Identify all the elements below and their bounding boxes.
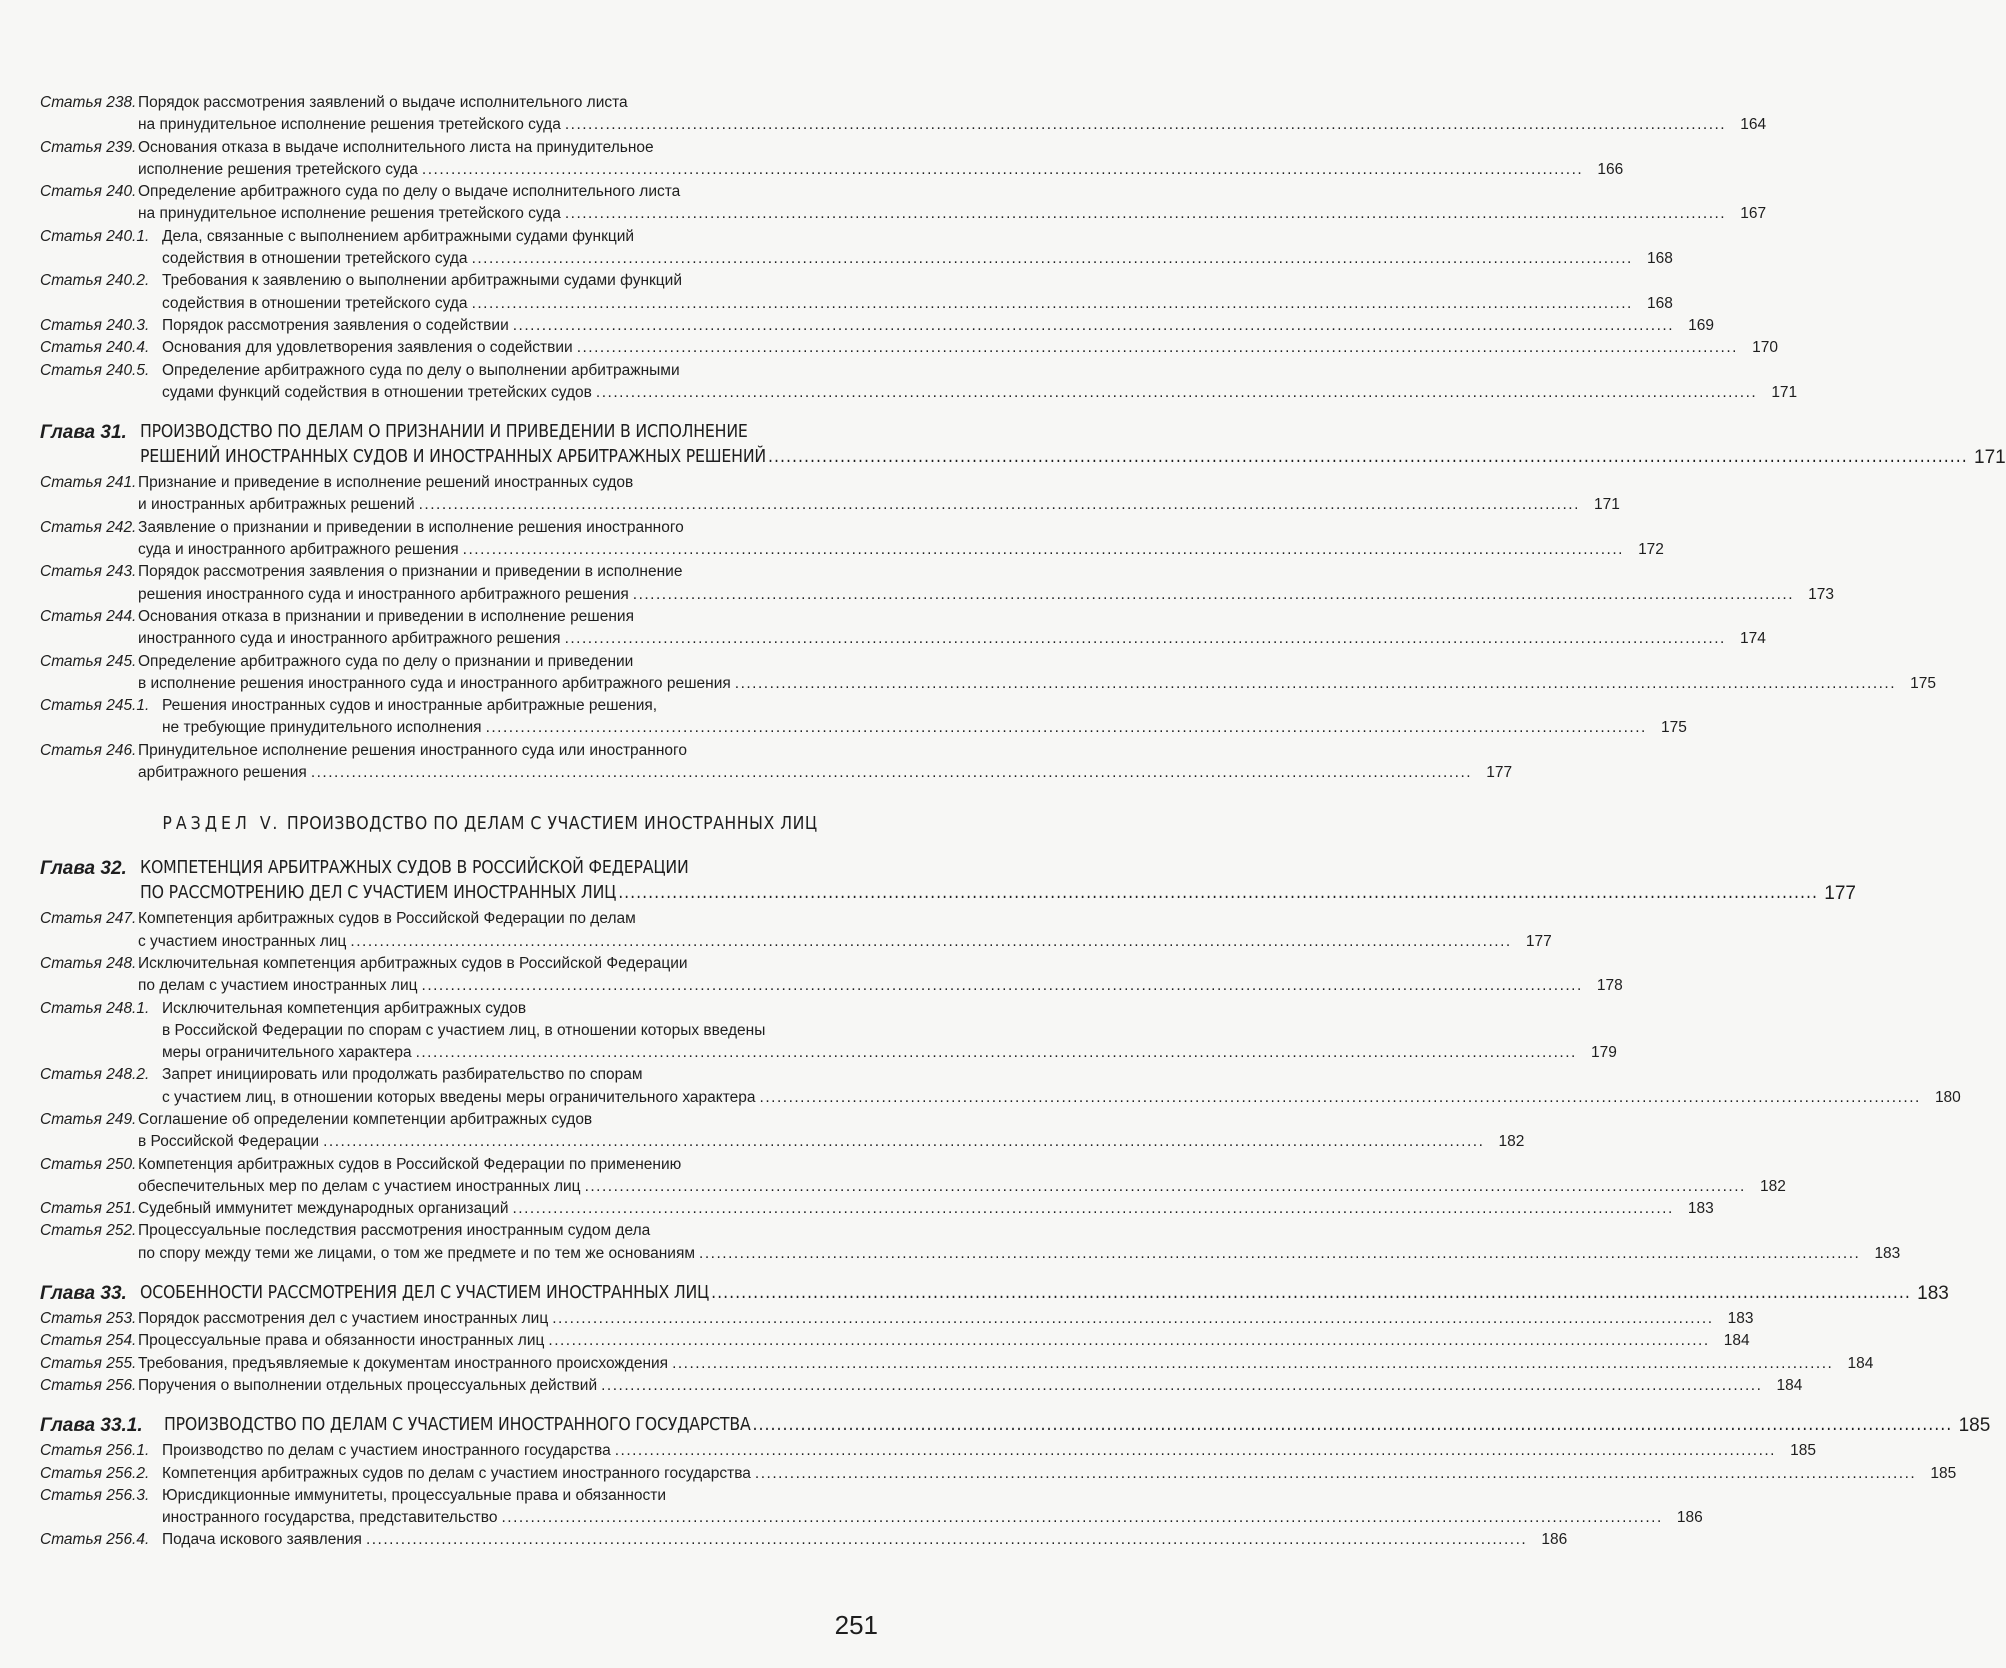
page-ref: 185 (1790, 1442, 1816, 1460)
page-ref: 168 (1646, 294, 1673, 312)
title-line: Соглашение об определении компетенции арбитражных судов (138, 1110, 593, 1128)
dot-leader: ........................................................................................................................................................................................................ (365, 1531, 1528, 1549)
page-ref: 183 (1917, 1283, 1949, 1305)
dot-leader: ........................................................................................................................................................................................................ (471, 250, 1633, 268)
title-line: Юрисдикционные иммунитеты, процессуальные права и обязанности (162, 1486, 667, 1504)
dot-leader: ........................................................................................................................................................................................................ (595, 383, 1758, 401)
toc-entry (40, 1529, 1568, 1551)
section-prefix: РАЗДЕЛ V. (162, 814, 282, 835)
article-title (162, 1463, 1920, 1485)
article-title (138, 561, 1798, 606)
title-line: Заявление о признании и приведении в исполнение решения иностранного (138, 518, 684, 536)
title-line-text: с участием иностранных лиц (138, 932, 347, 950)
dot-leader: ........................................................................................................................................................................................................ (471, 294, 1633, 312)
title-line (140, 445, 1970, 470)
title-line-text: на принудительное исполнение решения третейского суда (138, 116, 561, 134)
toc-entry (40, 226, 1673, 271)
toc-entry (40, 1154, 1786, 1199)
dot-leader: ........................................................................................................................................................................................................ (767, 447, 1968, 468)
article-label: Статья 240.5. (40, 361, 150, 379)
title-line (138, 628, 1730, 650)
article-title (162, 695, 1651, 740)
article-label: Статья 256.3. (40, 1486, 150, 1504)
article-title (138, 606, 1730, 651)
title-line-text: исполнение решения третейского суда (138, 160, 418, 178)
page-ref: 182 (1498, 1133, 1525, 1151)
title-line (138, 1243, 1864, 1265)
article-label: Статья 252. (40, 1222, 137, 1240)
title-line-text: в исполнение решения иностранного суда и иностранного арбитражного решения (138, 674, 731, 692)
title-line (138, 1330, 1714, 1352)
title-line: Компетенция арбитражных судов в Российской Федерации по делам (138, 910, 636, 928)
title-line (138, 159, 1587, 181)
dot-leader: ........................................................................................................................................................................................................ (512, 316, 1675, 334)
toc-entry (40, 651, 1937, 696)
title-line (162, 1087, 1925, 1109)
chapter-row (40, 856, 1856, 906)
toc-entry (40, 472, 1620, 517)
dot-leader: ........................................................................................................................................................................................................ (601, 1376, 1763, 1394)
title-line (138, 975, 1587, 997)
chapter-33-heading (40, 1281, 1949, 1306)
title-line (138, 673, 1900, 695)
dot-leader: ........................................................................................................................................................................................................ (552, 1310, 1714, 1328)
title-line-text: арбитражного решения (138, 764, 307, 782)
title-line: Дела, связанные с выполнением арбитражными судами функций (162, 227, 635, 245)
dot-leader: ........................................................................................................................................................................................................ (548, 1332, 1710, 1350)
toc-entry (40, 315, 1715, 337)
article-label: Статья 244. (40, 607, 137, 625)
page-ref: 184 (1723, 1332, 1750, 1350)
dot-leader: ........................................................................................................................................................................................................ (485, 719, 1647, 737)
toc-entry (40, 181, 1767, 226)
toc-entry (40, 1353, 1874, 1375)
title-line: Порядок рассмотрения заявлений о выдаче исполнительного листа (138, 94, 628, 111)
chapter-title (140, 856, 1820, 906)
article-title (138, 1109, 1488, 1154)
toc-block-ch31-articles (40, 472, 1937, 784)
article-label: Статья 240. (40, 183, 137, 201)
article-label: Статья 246. (40, 741, 137, 759)
title-line-text: судами функций содействия в отношении третейских судов (162, 383, 592, 401)
toc-entry (40, 998, 1617, 1065)
toc-block-ch33-articles (40, 1308, 1874, 1397)
article-title (138, 92, 1730, 137)
title-line-text: ПО РАССМОТРЕНИЮ ДЕЛ С УЧАСТИЕМ ИНОСТРАННЫХ ЛИЦ (140, 883, 617, 904)
title-line-text: не требующие принудительного исполнения (162, 719, 482, 737)
article-label: Статья 256.4. (40, 1531, 150, 1549)
article-title (138, 908, 1516, 953)
dot-leader: ........................................................................................................................................................................................................ (512, 1200, 1674, 1218)
page-ref: 175 (1910, 674, 1937, 692)
article-label: Статья 248.1. (40, 999, 150, 1017)
title-line (138, 494, 1584, 516)
dot-leader: ........................................................................................................................................................................................................ (614, 1442, 1776, 1460)
title-line (162, 293, 1637, 315)
page-ref: 173 (1808, 585, 1835, 603)
title-line: Принудительное исполнение решения иностранного суда или иностранного (138, 741, 687, 759)
article-title (138, 1198, 1678, 1220)
article-title (162, 226, 1637, 271)
chapter-title (140, 1281, 1913, 1306)
title-line-text: содействия в отношении третейского суда (162, 250, 468, 268)
article-title (138, 953, 1587, 998)
article-title (138, 472, 1584, 517)
title-line: Основания отказа в признании и приведении в исполнение решения (138, 607, 634, 625)
title-line-text: Производство по делам с участием иностранного государства (162, 1442, 611, 1460)
article-label: Статья 256.2. (40, 1464, 150, 1482)
chapter-label: Глава 31. (40, 422, 127, 444)
page-ref: 164 (1740, 116, 1767, 134)
title-line (162, 717, 1651, 739)
page-ref: 183 (1687, 1200, 1714, 1218)
toc-block-ch30-articles (40, 92, 1798, 404)
toc-entry (40, 1198, 1714, 1220)
title-line: Исключительная компетенция арбитражных судов в Российской Федерации (138, 954, 688, 972)
page-ref: 184 (1776, 1376, 1803, 1394)
article-title (162, 270, 1637, 315)
title-line (162, 248, 1637, 270)
title-line-text: по спору между теми же лицами, о том же предмете и по тем же основаниям (138, 1244, 696, 1262)
article-label: Статья 245.1. (40, 697, 150, 715)
dot-leader: ........................................................................................................................................................................................................ (672, 1354, 1834, 1372)
title-line-text: Процессуальные права и обязанности иностранных лиц (138, 1332, 545, 1350)
title-line-text: с участием лиц, в отношении которых введены меры ограничительного характера (162, 1088, 756, 1106)
page-ref: 177 (1486, 764, 1513, 782)
title-line (138, 1176, 1750, 1198)
title-line (138, 1198, 1678, 1220)
title-line-text: иностранного государства, представительство (162, 1509, 498, 1527)
toc-entry (40, 270, 1673, 315)
title-line (138, 931, 1516, 953)
title-line: КОМПЕТЕНЦИЯ АРБИТРАЖНЫХ СУДОВ В РОССИЙСКОЙ ФЕДЕРАЦИИ (140, 858, 689, 879)
title-line-text: Основания для удовлетворения заявления о содействии (162, 339, 573, 357)
toc-entry (40, 137, 1624, 182)
title-line (162, 1463, 1920, 1485)
toc-block-ch32-articles (40, 908, 1961, 1265)
chapter-33-1-heading (40, 1413, 1991, 1438)
title-line (138, 203, 1730, 225)
title-line: в Российской Федерации по спорам с участием лиц, в отношении которых введены (162, 1021, 766, 1039)
dot-leader: ........................................................................................................................................................................................................ (310, 764, 1473, 782)
article-title (138, 1375, 1766, 1397)
title-line-text: Судебный иммунитет международных организаций (138, 1200, 509, 1218)
article-label: Статья 249. (40, 1110, 137, 1128)
title-line: Компетенция арбитражных судов в Российской Федерации по применению (138, 1155, 682, 1173)
page-ref: 182 (1759, 1177, 1786, 1195)
toc-entry (40, 1375, 1803, 1397)
article-title (162, 998, 1581, 1065)
title-line-text: ПРОИЗВОДСТВО ПО ДЕЛАМ С УЧАСТИЕМ ИНОСТРАННОГО ГОСУДАРСТВА (164, 1415, 751, 1436)
page-ref: 179 (1590, 1044, 1617, 1062)
title-line (162, 1529, 1531, 1551)
chapter-31-heading (40, 420, 2006, 470)
title-line: Исключительная компетенция арбитражных судов (162, 999, 527, 1017)
article-title (162, 1440, 1780, 1462)
page-ref: 169 (1688, 316, 1715, 334)
chapter-label: Глава 33. (40, 1283, 127, 1305)
dot-leader: ........................................................................................................................................................................................................ (462, 541, 1624, 559)
article-label: Статья 240.3. (40, 316, 150, 334)
title-line-text: РЕШЕНИЙ ИНОСТРАННЫХ СУДОВ И ИНОСТРАННЫХ АРБИТРАЖНЫХ РЕШЕНИЙ (140, 447, 766, 468)
title-line-text: Компетенция арбитражных судов по делам с участием иностранного государства (162, 1464, 751, 1482)
page-ref: 171 (1594, 496, 1620, 514)
page-ref: 170 (1752, 339, 1778, 357)
title-line (138, 1131, 1488, 1153)
article-label: Статья 254. (40, 1332, 137, 1350)
article-title (138, 181, 1730, 226)
toc-entry (40, 1109, 1525, 1154)
title-line (138, 762, 1476, 784)
dot-leader: ........................................................................................................................................................................................................ (323, 1133, 1485, 1151)
page-ref: 177 (1824, 883, 1856, 905)
page-ref: 183 (1727, 1310, 1754, 1328)
title-line: Определение арбитражного суда по делу о признании и приведении (138, 652, 634, 670)
title-line (162, 315, 1678, 337)
toc-entry (40, 740, 1513, 785)
chapter-row (40, 420, 2006, 470)
chapter-label: Глава 33.1. (40, 1415, 143, 1437)
page-ref: 178 (1596, 977, 1623, 995)
title-line-text: суда и иностранного арбитражного решения (138, 541, 459, 559)
toc-entry (40, 606, 1766, 651)
title-line-text: по делам с участием иностранных лиц (138, 977, 418, 995)
toc-entry (40, 1220, 1901, 1265)
article-label: Статья 251. (40, 1200, 137, 1218)
title-line-text: Порядок рассмотрения дел с участием иностранных лиц (138, 1310, 549, 1328)
toc-entry (40, 1308, 1754, 1330)
title-line: Процессуальные последствия рассмотрения иностранным судом дела (138, 1222, 651, 1240)
dot-leader: ........................................................................................................................................................................................................ (421, 977, 1583, 995)
chapter-row (40, 1281, 1949, 1306)
page-ref: 172 (1638, 541, 1664, 559)
page-ref: 171 (1771, 383, 1798, 401)
title-line (138, 114, 1730, 136)
title-line-text: иностранного суда и иностранного арбитражного решения (138, 630, 561, 648)
dot-leader: ........................................................................................................................................................................................................ (699, 1244, 1861, 1262)
page-ref: 184 (1847, 1354, 1874, 1372)
title-line-text: и иностранных арбитражных решений (138, 496, 415, 514)
article-title (162, 337, 1742, 359)
title-line (138, 584, 1798, 606)
title-line (138, 1308, 1718, 1330)
article-title (138, 1330, 1714, 1352)
title-line (162, 1507, 1667, 1529)
page-ref: 186 (1541, 1531, 1568, 1549)
page-ref: 166 (1597, 160, 1624, 178)
table-of-contents (40, 92, 2006, 1552)
title-line: Признание и приведение в исполнение решений иностранных судов (138, 474, 634, 492)
title-line-text: Подача искового заявления (162, 1531, 362, 1549)
article-title (138, 1308, 1718, 1330)
article-label: Статья 239. (40, 138, 137, 156)
article-title (138, 137, 1587, 182)
toc-entry (40, 337, 1778, 359)
toc-block-ch33-1-articles (40, 1440, 1957, 1551)
page-ref: 171 (1974, 447, 2006, 469)
article-label: Статья 250. (40, 1155, 137, 1173)
title-line-text: обеспечительных мер по делам с участием иностранных лиц (138, 1177, 581, 1195)
article-label: Статья 238. (40, 94, 137, 111)
page-ref: 174 (1739, 630, 1766, 648)
toc-entry (40, 1485, 1703, 1530)
chapter-title (140, 420, 1970, 470)
article-label: Статья 240.2. (40, 272, 150, 290)
page-ref: 168 (1646, 250, 1673, 268)
title-line: Основания отказа в выдаче исполнительного листа на принудительное (138, 138, 654, 156)
page-ref: 167 (1740, 205, 1767, 223)
page-ref: 180 (1934, 1088, 1961, 1106)
toc-entry (40, 1463, 1957, 1485)
page-ref: 185 (1930, 1464, 1957, 1482)
toc-entry (40, 1440, 1816, 1462)
toc-entry (40, 92, 1767, 137)
article-title (162, 315, 1678, 337)
page-ref: 185 (1958, 1415, 1991, 1437)
article-label: Статья 248. (40, 954, 137, 972)
article-label: Статья 243. (40, 563, 137, 581)
article-title (162, 1064, 1925, 1109)
title-line-text: меры ограничительного характера (162, 1044, 412, 1062)
dot-leader: ........................................................................................................................................................................................................ (564, 630, 1726, 648)
toc-entry (40, 908, 1552, 953)
article-label: Статья 255. (40, 1354, 137, 1372)
article-label: Статья 245. (40, 652, 137, 670)
title-line (138, 539, 1628, 561)
dot-leader: ........................................................................................................................................................................................................ (564, 205, 1727, 223)
title-line-text: Порядок рассмотрения заявления о содействии (162, 316, 509, 334)
page-ref: 177 (1525, 932, 1552, 950)
article-label: Статья 256.1. (40, 1442, 150, 1460)
dot-leader: ........................................................................................................................................................................................................ (421, 160, 1584, 178)
article-label: Статья 256. (40, 1376, 137, 1394)
article-label: Статья 240.1. (40, 227, 150, 245)
article-title (162, 1529, 1531, 1551)
toc-entry (40, 360, 1798, 405)
title-line (140, 1281, 1913, 1306)
dot-leader: ........................................................................................................................................................................................................ (618, 883, 1818, 904)
title-line-text: в Российской Федерации (138, 1133, 320, 1151)
title-line: Запрет инициировать или продолжать разбирательство по спорам (162, 1066, 643, 1084)
chapter-32-heading (40, 856, 1856, 906)
section-v-heading (40, 814, 940, 834)
toc-entry (40, 695, 1687, 740)
article-title (162, 1485, 1667, 1530)
title-line: Решения иностранных судов и иностранные арбитражные решения, (162, 697, 658, 715)
article-title (138, 651, 1900, 696)
dot-leader: ........................................................................................................................................................................................................ (418, 496, 1580, 514)
dot-leader: ........................................................................................................................................................................................................ (734, 674, 1897, 692)
title-line-text: ОСОБЕННОСТИ РАССМОТРЕНИЯ ДЕЛ С УЧАСТИЕМ ИНОСТРАННЫХ ЛИЦ (140, 1283, 710, 1304)
toc-entry (40, 1330, 1750, 1352)
dot-leader: ........................................................................................................................................................................................................ (711, 1283, 1911, 1304)
chapter-row (40, 1413, 1991, 1438)
title-line-text: на принудительное исполнение решения третейского суда (138, 205, 561, 223)
title-line-text: содействия в отношении третейского суда (162, 294, 468, 312)
dot-leader: ........................................................................................................................................................................................................ (632, 585, 1795, 603)
article-title (138, 1220, 1864, 1265)
title-line (164, 1413, 1954, 1438)
title-line-text: Поручения о выполнении отдельных процессуальных действий (138, 1376, 598, 1394)
title-line (140, 881, 1820, 906)
section-title: ПРОИЗВОДСТВО ПО ДЕЛАМ С УЧАСТИЕМ ИНОСТРАННЫХ ЛИЦ (286, 814, 818, 835)
title-line: Требования к заявлению о выполнении арбитражными судами функций (162, 272, 682, 290)
title-line (162, 1440, 1780, 1462)
page-ref: 175 (1660, 719, 1687, 737)
title-line (138, 1353, 1837, 1375)
chapter-label: Глава 32. (40, 858, 127, 880)
title-line (162, 382, 1761, 404)
dot-leader: ........................................................................................................................................................................................................ (576, 339, 1738, 357)
page-ref: 186 (1676, 1509, 1703, 1527)
dot-leader: ........................................................................................................................................................................................................ (754, 1464, 1917, 1482)
article-title (138, 1353, 1837, 1375)
article-label: Статья 240.4. (40, 339, 150, 357)
dot-leader: ........................................................................................................................................................................................................ (501, 1509, 1663, 1527)
article-label: Статья 247. (40, 910, 137, 928)
article-label: Статья 241. (40, 474, 137, 492)
title-line: Порядок рассмотрения заявления о признании и приведении в исполнение (138, 563, 683, 581)
article-title (138, 1154, 1750, 1199)
toc-entry (40, 517, 1664, 562)
article-title (162, 360, 1761, 405)
title-line (138, 1375, 1766, 1397)
article-title (138, 740, 1476, 785)
title-line (162, 337, 1742, 359)
article-title (138, 517, 1628, 562)
title-line (162, 1042, 1581, 1064)
title-line: Определение арбитражного суда по делу о выдаче исполнительного листа (138, 183, 681, 201)
page-number: 251 (834, 1610, 878, 1640)
dot-leader: ........................................................................................................................................................................................................ (752, 1415, 1953, 1436)
dot-leader: ........................................................................................................................................................................................................ (350, 932, 1512, 950)
title-line: ПРОИЗВОДСТВО ПО ДЕЛАМ О ПРИЗНАНИИ И ПРИВЕДЕНИИ В ИСПОЛНЕНИЕ (140, 422, 748, 443)
dot-leader: ........................................................................................................................................................................................................ (759, 1088, 1921, 1106)
title-line-text: решения иностранного суда и иностранного арбитражного решения (138, 585, 629, 603)
title-line-text: Требования, предъявляемые к документам иностранного происхождения (138, 1354, 669, 1372)
page-ref: 183 (1874, 1244, 1901, 1262)
article-label: Статья 248.2. (40, 1066, 150, 1084)
article-label: Статья 253. (40, 1310, 137, 1328)
article-label: Статья 242. (40, 518, 137, 536)
toc-entry (40, 561, 1835, 606)
dot-leader: ........................................................................................................................................................................................................ (584, 1177, 1746, 1195)
chapter-title (164, 1413, 1954, 1438)
title-line: Определение арбитражного суда по делу о выполнении арбитражными (162, 361, 680, 379)
dot-leader: ........................................................................................................................................................................................................ (415, 1044, 1577, 1062)
toc-entry (40, 1064, 1961, 1109)
toc-entry (40, 953, 1623, 998)
dot-leader: ........................................................................................................................................................................................................ (564, 116, 1727, 134)
